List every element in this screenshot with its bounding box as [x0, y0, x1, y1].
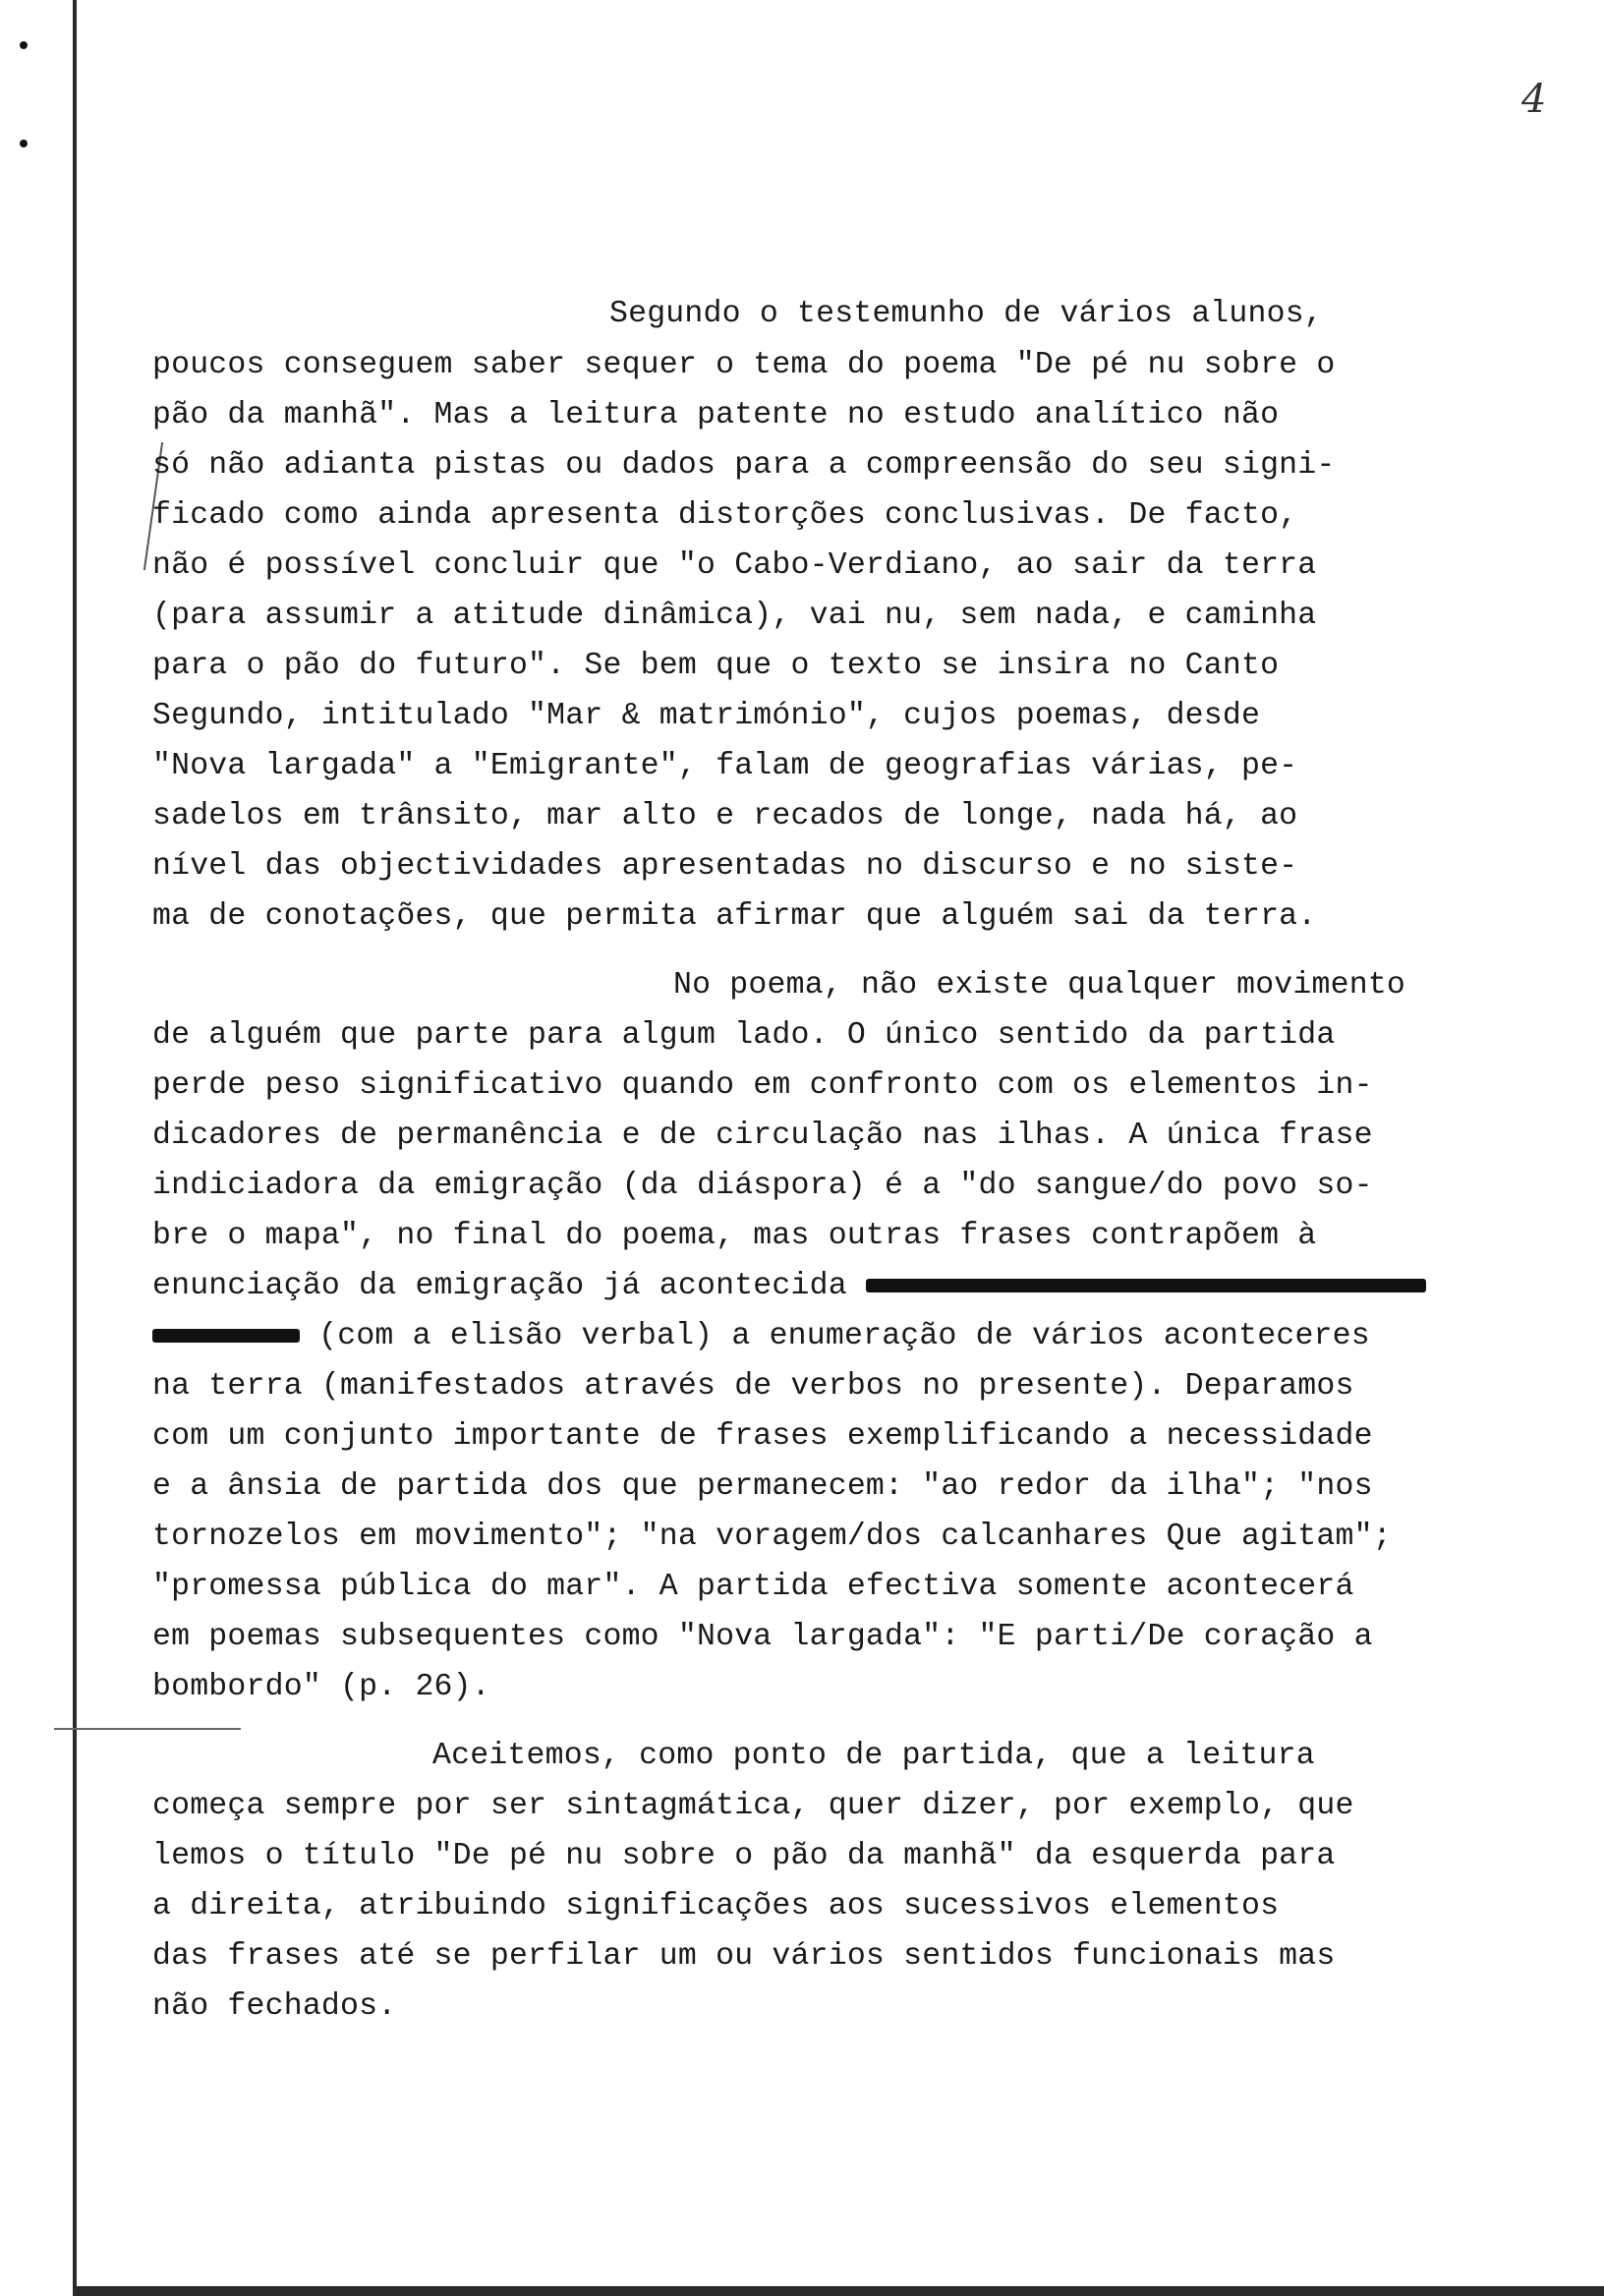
text-line: pão da manhã". Mas a leitura patente no estudo analítico não: [152, 398, 1280, 432]
text-line: só não adianta pistas ou dados para a compreensão do seu signi-: [152, 448, 1336, 483]
text-line: dicadores de permanência e de circulação nas ilhas. A única frase: [152, 1119, 1373, 1153]
text-line: sadelos em trânsito, mar alto e recados de longe, nada há, ao: [152, 799, 1298, 833]
page-edge-left: [73, 0, 77, 2296]
text-line: e a ânsia de partida dos que permanecem: "ao redor da ilha"; "nos: [152, 1469, 1373, 1504]
redaction-strike: [866, 1279, 1426, 1292]
pen-stroke-mark: [54, 1728, 241, 1730]
text-line: a direita, atribuindo significações aos sucessivos elementos: [152, 1889, 1280, 1923]
text-line: "Nova largada" a "Emigrante", falam de geografias várias, pe-: [152, 749, 1298, 783]
text-line: poucos conseguem saber sequer o tema do poema "De pé nu sobre o: [152, 348, 1336, 382]
punch-hole: [20, 140, 28, 147]
redaction-strike: [152, 1329, 300, 1343]
text-line-content: enunciação da emigração já acontecida: [152, 1269, 847, 1303]
text-line: tornozelos em movimento"; "na voragem/dos calcanhares Que agitam";: [152, 1520, 1392, 1554]
text-line: (para assumir a atitude dinâmica), vai nu, sem nada, e caminha: [152, 599, 1317, 633]
text-line: indiciadora da emigração (da diáspora) é a "do sangue/do povo so-: [152, 1169, 1373, 1203]
text-line: de alguém que parte para algum lado. O único sentido da partida: [152, 1018, 1336, 1053]
text-line: [152, 1317, 1370, 1356]
text-line: Segundo, intitulado "Mar & matrimónio", cujos poemas, desde: [152, 699, 1261, 733]
text-line: "promessa pública do mar". A partida efectiva somente acontecerá: [152, 1570, 1354, 1604]
text-line: bombordo" (p. 26).: [152, 1670, 490, 1704]
text-line: ficado como ainda apresenta distorções conclusivas. De facto,: [152, 498, 1298, 533]
text-line: em poemas subsequentes como "Nova largada": "E parti/De coração a: [152, 1620, 1373, 1654]
text-line: das frases até se perfilar um ou vários sentidos funcionais mas: [152, 1939, 1336, 1974]
page-number: 4: [1521, 77, 1547, 122]
page-edge-bottom: [73, 2286, 1604, 2296]
text-line: com um conjunto importante de frases exemplificando a necessidade: [152, 1419, 1373, 1454]
text-line: lemos o título "De pé nu sobre o pão da manhã" da esquerda para: [152, 1839, 1336, 1873]
text-line: não fechados.: [152, 1989, 397, 2024]
text-line: Aceitemos, como ponto de partida, que a leitura: [432, 1739, 1315, 1773]
text-line: bre o mapa", no final do poema, mas outras frases contrapõem à: [152, 1219, 1317, 1253]
text-line: perde peso significativo quando em confronto com os elementos in-: [152, 1068, 1373, 1103]
text-line: [152, 1267, 1426, 1306]
punch-hole: [20, 41, 28, 49]
text-line: começa sempre por ser sintagmática, quer dizer, por exemplo, que: [152, 1789, 1354, 1823]
text-line-content: (com a elisão verbal) a enumeração de vários aconteceres: [318, 1319, 1370, 1353]
text-line: para o pão do futuro". Se bem que o texto se insira no Canto: [152, 649, 1280, 683]
text-line: na terra (manifestados através de verbos no presente). Deparamos: [152, 1369, 1354, 1404]
text-line: Segundo o testemunho de vários alunos,: [609, 297, 1323, 331]
text-line: não é possível concluir que "o Cabo-Verdiano, ao sair da terra: [152, 548, 1317, 583]
text-line: nível das objectividades apresentadas no discurso e no siste-: [152, 849, 1298, 884]
text-line: ma de conotações, que permita afirmar que alguém sai da terra.: [152, 899, 1317, 934]
text-line: No poema, não existe qualquer movimento: [673, 968, 1406, 1003]
